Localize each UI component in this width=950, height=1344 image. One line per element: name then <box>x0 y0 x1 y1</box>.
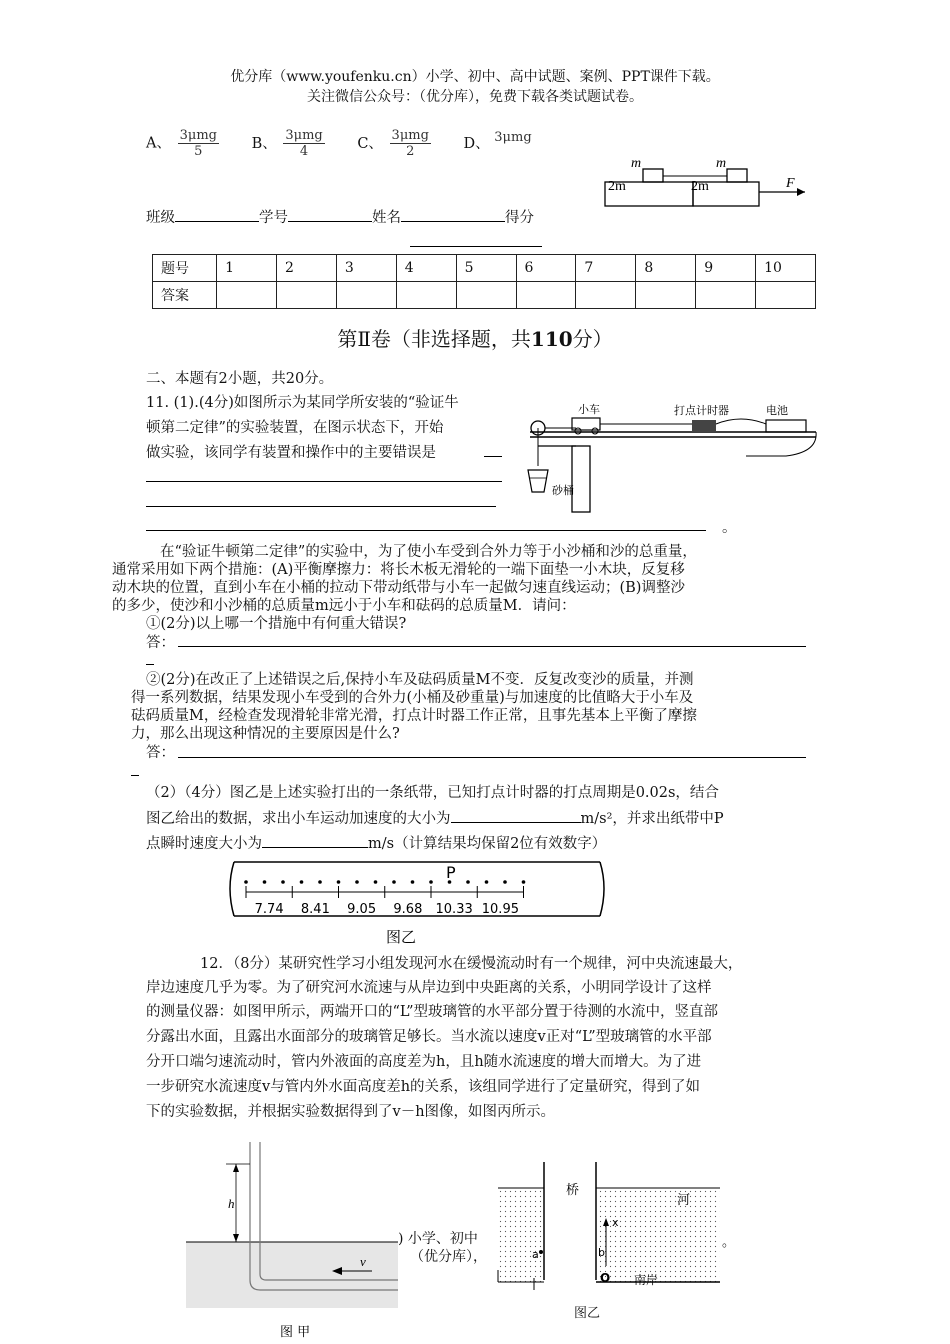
tape-dots <box>244 880 525 884</box>
jia-h-label: h <box>228 1196 235 1211</box>
option-a-label: A、 <box>146 135 171 152</box>
q11-sub-2-line-3: 砝码质量M，经检查发现滑轮非常光滑，打点计时器工作正常，且事先基本上平衡了摩擦 <box>131 708 697 724</box>
acceleration-blank[interactable] <box>451 808 581 823</box>
tape-segment-label: 10.95 <box>481 902 519 917</box>
answer-cell[interactable] <box>756 282 816 309</box>
block-m2-label: m <box>716 156 727 171</box>
option-b-label: B、 <box>251 135 277 152</box>
table-cell: 2 <box>276 255 336 282</box>
table-cell: 5 <box>456 255 516 282</box>
q11-answer-label-1: 答： <box>146 635 175 651</box>
q11-para-2: 通常采用如下两个措施：(A)平衡摩擦力：将长木板无滑轮的一端下面垫一小木块，反复移 <box>112 562 685 578</box>
block-2m-left: 2m <box>608 179 626 194</box>
option-c-fraction: $\frac{\text{3μmg}}{2}$ <box>391 128 429 159</box>
option-d-label: D、 <box>463 135 490 152</box>
yi-x-label: x <box>612 1216 619 1229</box>
table-cell: 9 <box>696 255 756 282</box>
tape-dot <box>337 880 341 884</box>
tape-segment-label: 9.68 <box>393 902 423 917</box>
q12-line-6: 一步研究水流速度v与管内外水面高度差h的关系，该组同学进行了定量研究，得到了如 <box>146 1079 701 1095</box>
q12-line-3: 的测量仪器：如图甲所示，两端开口的“L”型玻璃管的水平部分置于待测的水流中，竖直部 <box>146 1004 718 1020</box>
option-c-label: C、 <box>357 135 383 152</box>
answer-cell[interactable] <box>217 282 277 309</box>
q12-line-1: 12．（8分）某研究性学习小组发现河水在缓慢流动时有一个规律，河中央流速最大， <box>200 956 743 972</box>
option-a-fraction: $\frac{\text{3μmg}}{5}$ <box>179 128 217 159</box>
tape-dot <box>503 880 507 884</box>
id-label: 学号 <box>259 210 288 226</box>
q11-answer-blank-2[interactable] <box>178 757 806 758</box>
yi-a-label: a <box>532 1248 539 1261</box>
tape-labels <box>255 902 519 917</box>
yi-bank-label: 南岸 <box>634 1273 659 1287</box>
tape-dot <box>429 880 433 884</box>
answer-cell[interactable] <box>336 282 396 309</box>
q11-answer-label-2: 答： <box>146 745 175 761</box>
name-label: 姓名 <box>372 210 401 226</box>
figure-jia <box>186 1140 398 1340</box>
tape-dot <box>300 880 304 884</box>
tape-dot <box>392 880 396 884</box>
tape-dot <box>485 880 489 884</box>
tape-segment-label: 8.41 <box>300 902 330 917</box>
q11-part2-line-2: 图乙给出的数据，求出小车运动加速度的大小为 m/s²，并求出纸带中P <box>146 807 724 828</box>
name-blank[interactable] <box>401 207 505 222</box>
q12-line-4: 分露出水面，且露出水面部分的玻璃管足够长。当水流以速度v正对“L”型玻璃管的水平部 <box>146 1029 712 1045</box>
answer-cell[interactable] <box>516 282 576 309</box>
header-line-2: 关注微信公众号：（优分库），免费下载各类试题试卷。 <box>307 89 643 105</box>
table-row <box>153 255 816 282</box>
force-f-label: F <box>786 176 795 191</box>
table-cell: 10 <box>756 255 816 282</box>
q11-blank-tail-2 <box>131 775 139 776</box>
answer-cell[interactable] <box>276 282 336 309</box>
tape-dot <box>374 880 378 884</box>
q11-part2-line-1: （2）（4分）图乙是上述实验打出的一条纸带，已知打点计时器的打点周期是0.02s，结合 <box>146 785 719 801</box>
q11-sub-2-line-1: ②(2分)在改正了上述错误之后,保持小车及砝码质量M不变．反复改变沙的质量，并测 <box>146 672 694 688</box>
id-blank[interactable] <box>288 207 372 222</box>
tape-segment-label: 10.33 <box>435 902 473 917</box>
tape-dot <box>263 880 267 884</box>
tape-segment-label: 9.05 <box>347 902 377 917</box>
q11-blank-3[interactable] <box>146 506 496 507</box>
overlap-text-2: （优分库）， <box>410 1249 487 1265</box>
tape-dot <box>318 880 322 884</box>
option-b-fraction: $\frac{\text{3μmg}}{4}$ <box>285 128 323 159</box>
part2-title: 第Ⅱ卷（非选择题，共110分） <box>337 327 613 351</box>
answer-cell[interactable] <box>456 282 516 309</box>
answer-cell[interactable] <box>636 282 696 309</box>
answer-cell[interactable] <box>696 282 756 309</box>
q11-answer-blank-1[interactable] <box>178 646 806 647</box>
tape-dot <box>411 880 415 884</box>
class-label: 班级 <box>146 210 175 226</box>
score-blank[interactable] <box>410 246 542 247</box>
velocity-blank[interactable] <box>262 833 368 848</box>
yi-bridge-label: 桥 <box>566 1183 580 1198</box>
q11-line-2: 顿第二定律”的实验装置，在图示状态下，开始 <box>146 420 444 436</box>
table-head-number: 题号 <box>153 255 217 282</box>
yi-o-label: O <box>600 1271 611 1285</box>
tape-ticks <box>246 886 524 898</box>
tape-caption: 图乙 <box>386 928 417 946</box>
q11-end-mark: 。 <box>722 520 737 536</box>
tape-segment-label: 7.74 <box>254 902 284 917</box>
jia-v-label: v <box>360 1254 366 1269</box>
yi-river-label: 河 <box>677 1193 691 1208</box>
q11-part2-line-3: 点瞬时速度大小为 m/s（计算结果均保留2位有效数字） <box>146 832 606 853</box>
yi-b-label: b <box>598 1246 605 1259</box>
tape-point-p: P <box>446 863 456 882</box>
score-label: 得分 <box>505 210 534 226</box>
table-head-answer: 答案 <box>153 282 217 309</box>
q12-line-5: 分开口端匀速流动时，管内外液面的高度差为h，且h随水流速度的增大而增大。为了进 <box>146 1054 702 1070</box>
table-cell: 4 <box>396 255 456 282</box>
table-cell: 8 <box>636 255 696 282</box>
q11-blank-tail-1 <box>146 664 154 665</box>
table-cell: 7 <box>576 255 636 282</box>
answer-cell[interactable] <box>396 282 456 309</box>
option-d-value: 3μmg <box>494 130 532 145</box>
section2-intro: 二、本题有2小题，共20分。 <box>146 371 334 387</box>
q11-sub-1: ①(2分)以上哪一个措施中有何重大错误? <box>146 616 407 632</box>
fig-bucket-label: 砂桶 <box>552 484 574 497</box>
block-m1-label: m <box>631 156 642 171</box>
table-cell: 3 <box>336 255 396 282</box>
answer-table <box>152 254 816 309</box>
paper-tape-figure <box>226 858 608 948</box>
tape-dot <box>355 880 359 884</box>
fig-battery-label: 电池 <box>766 404 788 417</box>
fig-car-label: 小车 <box>578 403 600 416</box>
q12-line-2: 岸边速度几乎为零。为了研究河水流速与从岸边到中央距离的关系，小明同学设计了这样 <box>146 980 712 996</box>
tape-dot <box>522 880 526 884</box>
blocks-figure <box>600 152 810 212</box>
q11-blank-2[interactable] <box>146 481 502 482</box>
q11-para-3: 动木块的位置，直到小车在小桶的拉动下带动纸带与小车一起做匀速直线运动；(B)调整沙 <box>112 580 685 596</box>
q12-line-7: 下的实验数据，并根据实验数据得到了v－h图像，如图丙所示。 <box>146 1104 556 1120</box>
q11-sub-2-line-2: 得一系列数据，结果发现小车受到的合外力(小桶及砂重量)与加速度的比值略大于小车及 <box>131 690 694 706</box>
q11-line-1: 11. (1).(4分)如图所示为某同学所安装的“验证牛 <box>146 395 459 411</box>
overlap-text-1: ) 小学、初中 <box>398 1231 478 1247</box>
answer-cell[interactable] <box>576 282 636 309</box>
table-cell: 1 <box>217 255 277 282</box>
student-info <box>146 206 534 227</box>
q11-blank-1[interactable] <box>484 456 502 457</box>
q11-sub-2-line-4: 力，那么出现这种情况的主要原因是什么? <box>131 726 400 742</box>
jia-caption: 图 甲 <box>280 1325 311 1340</box>
apparatus-figure <box>516 400 824 512</box>
yi-caption: 图乙 <box>574 1306 601 1321</box>
block-2m-right: 2m <box>691 179 709 194</box>
header-line-1: 优分库（www.youfenku.cn）小学、初中、高中试题、案例、PPT课件下载。 <box>230 69 720 85</box>
table-row <box>153 282 816 309</box>
tape-dot <box>244 880 248 884</box>
figure-yi <box>494 1160 736 1320</box>
q10-options <box>146 128 532 159</box>
class-blank[interactable] <box>175 207 259 222</box>
table-cell: 6 <box>516 255 576 282</box>
q11-para-4: 的多少，使沙和小沙桶的总质量m远小于小车和砝码的总质量M．请问： <box>112 598 576 614</box>
q11-line-3: 做实验，该同学有装置和操作中的主要错误是 <box>146 445 436 461</box>
q11-blank-4[interactable] <box>146 530 706 531</box>
tape-dot <box>281 880 285 884</box>
yi-dot: 。 <box>722 1235 736 1250</box>
fig-timer-label: 打点计时器 <box>674 404 729 417</box>
q11-para-1: 在“验证牛顿第二定律”的实验中，为了使小车受到合外力等于小沙桶和沙的总重量， <box>160 544 697 560</box>
tape-dot <box>466 880 470 884</box>
